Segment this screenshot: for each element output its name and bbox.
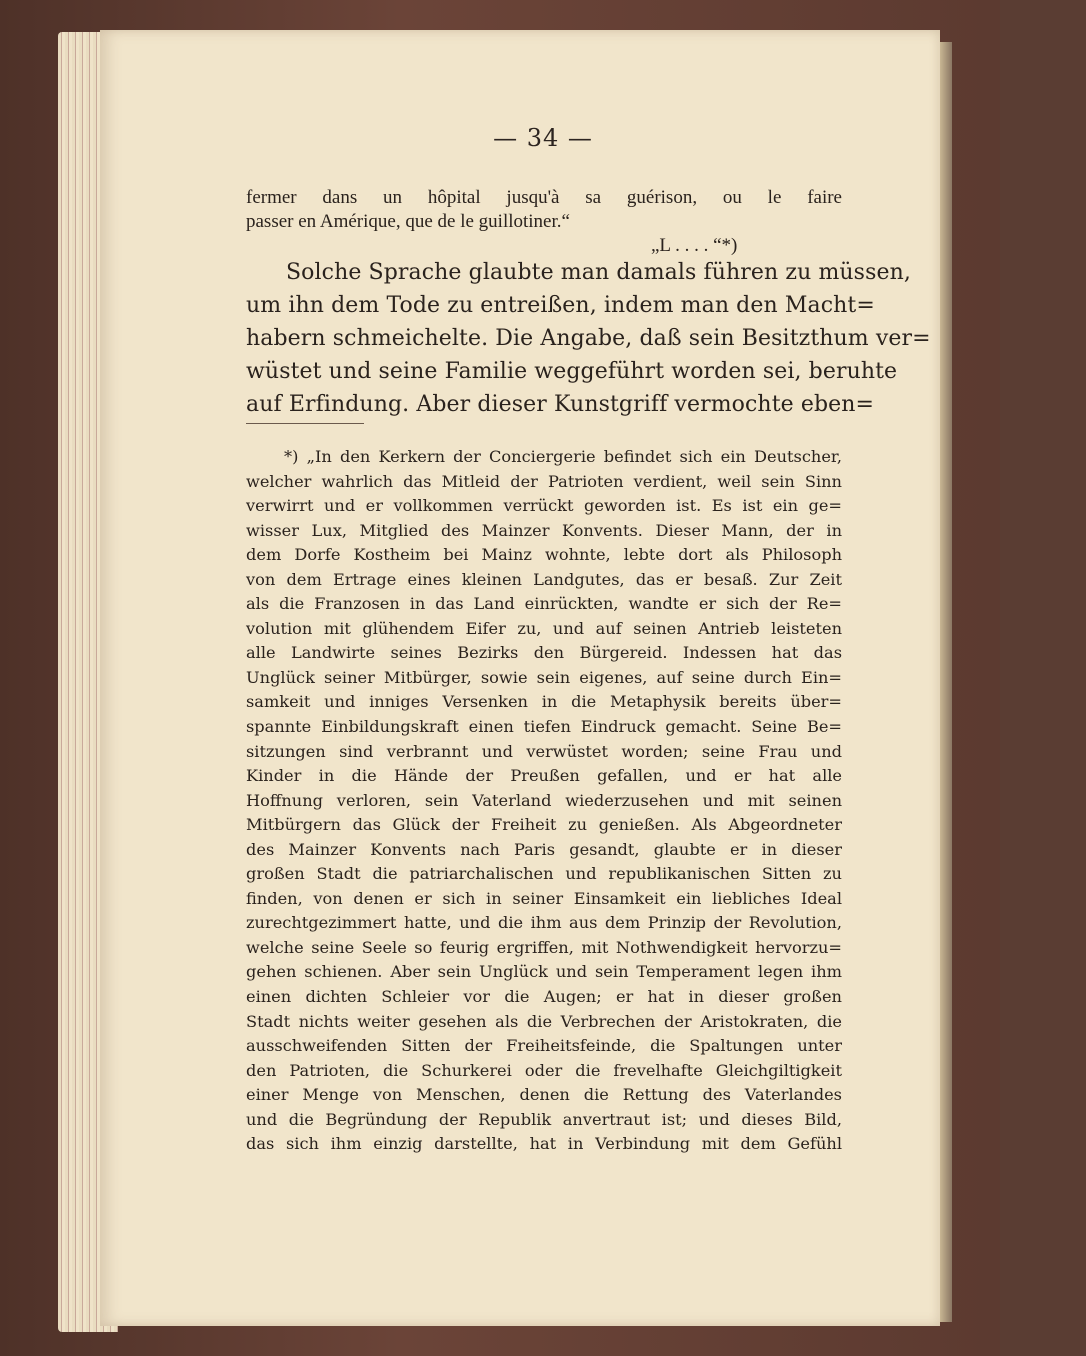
footnote-line: des Mainzer Konvents nach Paris gesandt, glaubte er in dieser bbox=[246, 839, 842, 859]
footnote-line: gehen schienen. Aber sein Unglück und sein Temperament legen ihm bbox=[246, 962, 842, 982]
main-paragraph bbox=[246, 256, 931, 421]
footnote-line: Unglück seiner Mitbürger, sowie sein eigenes, auf seine durch Ein= bbox=[246, 667, 842, 687]
footnote-line: als die Franzosen in das Land einrückten, wandte er sich der Re= bbox=[246, 594, 842, 614]
footnote-line: volution mit glühendem Eifer zu, und auf seinen Antrieb leisteten bbox=[246, 618, 842, 638]
french-quote-line: fermer dans un hôpital jusqu'à sa guérison, ou le faire bbox=[246, 187, 842, 208]
footnote-line: Kinder in die Hände der Preußen gefallen, und er hat alle bbox=[246, 766, 842, 786]
footnote-line: das sich ihm einzig darstellte, hat in Verbindung mit dem Gefühl bbox=[246, 1134, 842, 1154]
footnote-line: dem Dorfe Kostheim bei Mainz wohnte, lebte dort als Philosoph bbox=[246, 545, 842, 565]
footnote-line: einen dichten Schleier vor die Augen; er hat in dieser großen bbox=[246, 987, 842, 1007]
footnote-line: Mitbürgern das Glück der Freiheit zu genießen. Als Abgeordneter bbox=[246, 815, 842, 835]
footnote-line: alle Landwirte seines Bezirks den Bürgereid. Indessen hat das bbox=[246, 643, 842, 663]
footnote-line: einer Menge von Menschen, denen die Rettung des Vaterlandes bbox=[246, 1085, 842, 1105]
page-number: — 34 — bbox=[493, 124, 593, 152]
french-quote-line: passer en Amérique, que de le guillotiner.“ bbox=[246, 211, 570, 232]
footnote-line: Stadt nichts weiter gesehen als die Verbrechen der Aristokraten, die bbox=[246, 1011, 842, 1031]
footnote-line: sitzungen sind verbrannt und verwüstet worden; seine Frau und bbox=[246, 741, 842, 761]
main-text-line: wüstet und seine Familie weggeführt worden sei, beruhte bbox=[246, 359, 898, 384]
footnote-line: finden, von denen er sich in seiner Einsamkeit ein liebliches Ideal bbox=[246, 888, 842, 908]
footnote-line: und die Begründung der Republik anvertraut ist; und dieses Bild, bbox=[246, 1109, 842, 1129]
footnote-line: welcher wahrlich das Mitleid der Patrioten verdient, weil sein Sinn bbox=[246, 471, 842, 491]
footnote-line: den Patrioten, die Schurkerei oder die frevelhafte Gleichgiltigkeit bbox=[246, 1060, 842, 1080]
french-quote bbox=[246, 186, 842, 258]
page-gutter-shadow bbox=[940, 42, 952, 1322]
quote-signature: „L . . . . “*) bbox=[651, 235, 738, 256]
footnote bbox=[246, 445, 842, 1157]
main-text-line: um ihn dem Tode zu entreißen, indem man den Macht= bbox=[246, 293, 875, 318]
footnote-line: von dem Ertrage eines kleinen Landgutes, das er besaß. Zur Zeit bbox=[246, 569, 842, 589]
main-text-line: Solche Sprache glaubte man damals führen zu müssen, bbox=[286, 260, 911, 285]
footnote-line: welche seine Seele so feurig ergriffen, mit Nothwendigkeit hervorzu= bbox=[246, 937, 842, 957]
footnote-line: zurechtgezimmert hatte, und die ihm aus dem Prinzip der Revolution, bbox=[246, 913, 842, 933]
footnote-line: ausschweifenden Sitten der Freiheitsfeinde, die Spaltungen unter bbox=[246, 1036, 842, 1056]
footnote-line: samkeit und inniges Versenken in die Metaphysik bereits über= bbox=[246, 692, 842, 712]
footnote-line: spannte Einbildungskraft einen tiefen Eindruck gemacht. Seine Be= bbox=[246, 717, 842, 737]
footnote-line: *) „In den Kerkern der Conciergerie befindet sich ein Deutscher, bbox=[284, 447, 842, 466]
footnote-line: wisser Lux, Mitglied des Mainzer Konvents. Dieser Mann, der in bbox=[246, 520, 842, 540]
footnote-line: großen Stadt die patriarchalischen und republikanischen Sitten zu bbox=[246, 864, 842, 884]
footnote-line: verwirrt und er vollkommen verrückt geworden ist. Es ist ein ge= bbox=[246, 496, 842, 516]
footnote-line: Hoffnung verloren, sein Vaterland wiederzusehen und mit seinen bbox=[246, 790, 842, 810]
main-text-line: auf Erfindung. Aber dieser Kunstgriff vermochte eben= bbox=[246, 392, 875, 417]
main-text-line: habern schmeichelte. Die Angabe, daß sein Besitzthum ver= bbox=[246, 326, 931, 351]
footnote-separator bbox=[246, 423, 364, 424]
